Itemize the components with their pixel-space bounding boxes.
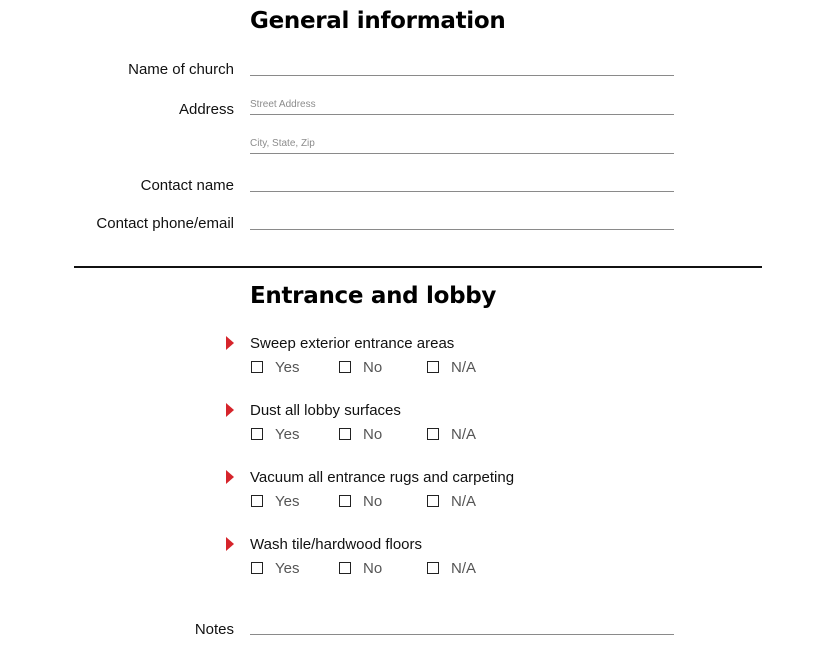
section-divider — [74, 266, 762, 268]
no-checkbox[interactable] — [339, 492, 382, 510]
name-of-church-input[interactable] — [250, 56, 674, 76]
no-label: No — [363, 559, 383, 577]
general-information-heading: General information — [250, 8, 506, 34]
checkbox-icon[interactable] — [251, 428, 263, 440]
task-sweep-exterior — [226, 335, 726, 385]
yes-checkbox[interactable] — [251, 425, 299, 443]
no-label: No — [363, 358, 383, 376]
arrow-marker-icon — [226, 403, 234, 417]
no-checkbox[interactable] — [339, 425, 382, 443]
contact-phone-email-label: Contact phone/email — [96, 215, 234, 232]
task-wash-floors — [226, 536, 726, 586]
task-vacuum-rugs — [226, 469, 726, 519]
city-state-zip-input[interactable] — [250, 134, 674, 154]
checkbox-icon[interactable] — [251, 562, 263, 574]
checkbox-icon[interactable] — [339, 428, 351, 440]
task-title: Dust all lobby surfaces — [250, 402, 401, 419]
contact-name-input[interactable] — [250, 172, 674, 192]
checkbox-icon[interactable] — [251, 361, 263, 373]
na-label: N/A — [451, 492, 477, 510]
name-of-church-label: Name of church — [128, 61, 234, 78]
yes-checkbox[interactable] — [251, 559, 299, 577]
task-title: Sweep exterior entrance areas — [250, 335, 455, 352]
yes-checkbox[interactable] — [251, 358, 299, 376]
yes-checkbox[interactable] — [251, 492, 299, 510]
contact-name-label: Contact name — [140, 177, 234, 194]
address-label: Address — [178, 101, 234, 118]
task-dust-lobby — [226, 402, 726, 452]
na-label: N/A — [451, 559, 477, 577]
task-title: Wash tile/hardwood floors — [250, 536, 423, 553]
no-checkbox[interactable] — [339, 559, 382, 577]
notes-label: Notes — [194, 621, 234, 638]
no-label: No — [363, 425, 383, 443]
street-address-input[interactable] — [250, 95, 674, 115]
na-checkbox[interactable] — [427, 425, 476, 443]
checkbox-icon[interactable] — [339, 495, 351, 507]
contact-phone-email-input[interactable] — [250, 210, 674, 230]
checkbox-icon[interactable] — [427, 495, 439, 507]
yes-label: Yes — [275, 559, 300, 577]
na-label: N/A — [451, 358, 477, 376]
arrow-marker-icon — [226, 470, 234, 484]
checkbox-icon[interactable] — [339, 361, 351, 373]
checkbox-icon[interactable] — [427, 428, 439, 440]
checkbox-icon[interactable] — [251, 495, 263, 507]
yes-label: Yes — [275, 358, 300, 376]
arrow-marker-icon — [226, 336, 234, 350]
na-checkbox[interactable] — [427, 358, 476, 376]
checkbox-icon[interactable] — [427, 562, 439, 574]
task-title: Vacuum all entrance rugs and carpeting — [250, 469, 515, 486]
na-checkbox[interactable] — [427, 492, 476, 510]
checkbox-icon[interactable] — [427, 361, 439, 373]
checkbox-icon[interactable] — [339, 562, 351, 574]
notes-input[interactable] — [250, 615, 674, 635]
yes-label: Yes — [275, 492, 300, 510]
no-label: No — [363, 492, 383, 510]
arrow-marker-icon — [226, 537, 234, 551]
na-label: N/A — [451, 425, 477, 443]
yes-label: Yes — [275, 425, 300, 443]
na-checkbox[interactable] — [427, 559, 476, 577]
entrance-and-lobby-heading: Entrance and lobby — [250, 283, 497, 309]
no-checkbox[interactable] — [339, 358, 382, 376]
